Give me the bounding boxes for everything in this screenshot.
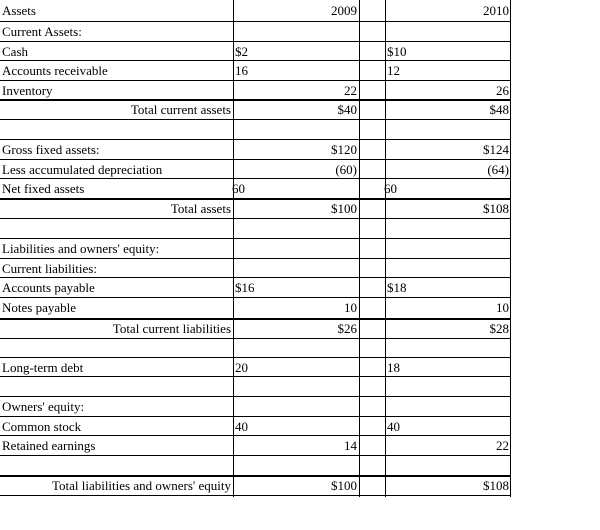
- row-label: Current liabilities:: [2, 261, 97, 276]
- row-label: Gross fixed assets:: [2, 142, 100, 157]
- grid-hline-22: [0, 455, 511, 456]
- value-2009: $120: [331, 142, 357, 157]
- value-2009: $2: [235, 44, 248, 59]
- row-label: Accounts receivable: [2, 63, 108, 78]
- value-2009: 40: [235, 419, 248, 434]
- value-2009: (60): [335, 162, 357, 177]
- row-label: Retained earnings: [2, 438, 96, 453]
- value-2010: 12: [387, 63, 400, 78]
- row-label: Less accumulated depreciation: [2, 162, 163, 177]
- value-2010: 22: [496, 438, 509, 453]
- row-label: Common stock: [2, 419, 82, 434]
- grid-hline-10: [0, 218, 511, 219]
- value-2010: $108: [483, 201, 509, 216]
- row-label: Liabilities and owners' equity:: [2, 241, 160, 256]
- value-2010: 40: [387, 419, 400, 434]
- row-label: Net fixed assets: [2, 181, 85, 196]
- value-2010: $108: [483, 478, 509, 493]
- row-label: Cash: [2, 44, 28, 59]
- grid-vline-0: [233, 0, 234, 497]
- row-label: Accounts payable: [2, 280, 95, 295]
- year-2010: 2010: [483, 3, 509, 18]
- grid-hline-16: [0, 338, 511, 339]
- value-2009: 10: [344, 300, 357, 315]
- value-2009: 22: [344, 83, 357, 98]
- value-2010: 26: [496, 83, 509, 98]
- value-2010: $28: [489, 321, 509, 336]
- value-2010: $48: [489, 102, 509, 117]
- row-label-total: Total liabilities and owners' equity: [51, 478, 231, 493]
- value-2009: $100: [331, 201, 357, 216]
- grid-vline-3: [510, 0, 511, 497]
- value-2009: $16: [235, 280, 255, 295]
- value-2010: 18: [387, 360, 400, 375]
- grid-hline-24: [0, 495, 511, 496]
- row-label-total: Total assets: [170, 201, 231, 216]
- year-2009: 2009: [331, 3, 357, 18]
- row-label: Notes payable: [2, 300, 77, 315]
- value-2010: $10: [387, 44, 407, 59]
- row-label: Long-term debt: [2, 360, 84, 375]
- value-2009: $40: [337, 102, 357, 117]
- row-label-total: Total current assets: [130, 102, 231, 117]
- value-2009: 60: [232, 181, 245, 196]
- value-2009: $100: [331, 478, 357, 493]
- value-2010: 10: [496, 300, 509, 315]
- value-2010: $18: [387, 280, 407, 295]
- grid-vline-2: [385, 0, 386, 497]
- row-label: Inventory: [2, 83, 53, 98]
- value-2009: $26: [337, 321, 357, 336]
- grid-hline-5: [0, 119, 511, 120]
- row-label-total: Total current liabilities: [112, 321, 231, 336]
- value-2010: (64): [487, 162, 509, 177]
- row-label: Current Assets:: [2, 24, 82, 39]
- value-2010: 60: [384, 181, 397, 196]
- value-2009: 14: [344, 438, 357, 453]
- grid-vline-1: [359, 0, 360, 497]
- value-2009: 16: [235, 63, 248, 78]
- row-label: Owners' equity:: [2, 399, 85, 414]
- value-2010: $124: [483, 142, 509, 157]
- value-2009: 20: [235, 360, 248, 375]
- header-label: Assets: [2, 3, 36, 18]
